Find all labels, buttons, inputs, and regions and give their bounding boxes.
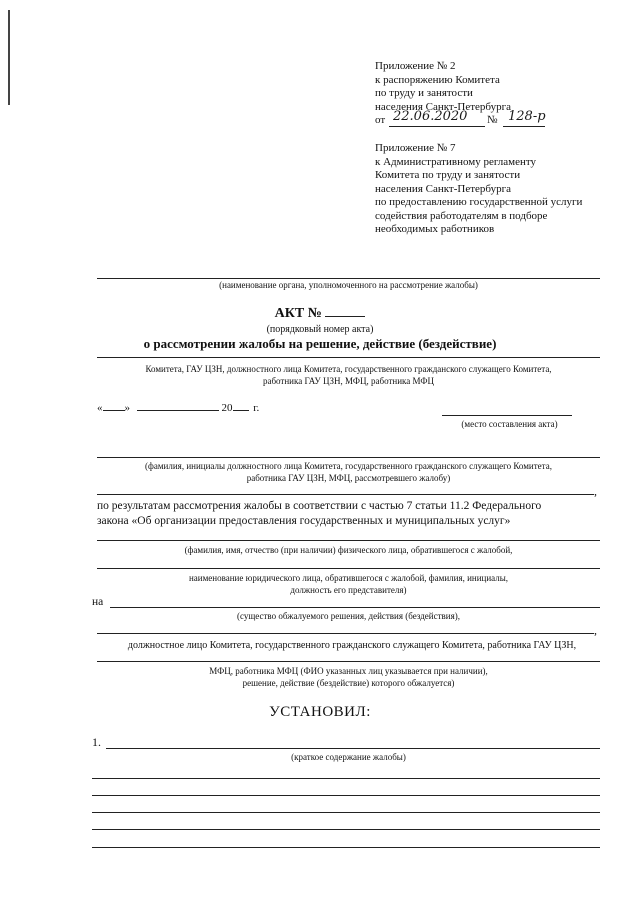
place-caption: (место составления акта) — [461, 419, 558, 429]
act-date-row — [97, 402, 259, 414]
subject-line — [97, 357, 600, 358]
organ-name-line — [97, 278, 600, 279]
essence-line-comma: , — [594, 623, 597, 637]
act-subtitle: о рассмотрении жалобы на решение, действие (бездействие) — [143, 336, 497, 351]
item-1-line — [106, 748, 600, 749]
date-prefix: от — [375, 114, 386, 126]
official-name-line — [97, 494, 594, 495]
official-line — [97, 457, 600, 458]
essence-caption: (существо обжалуемого решения, действия (бездействия), — [236, 611, 460, 621]
appendix-2-line: населения Санкт-Петербурга — [375, 100, 511, 113]
mfc-caption-2: решение, действие (бездействие) которого обжалуется) — [242, 678, 455, 688]
date-underline — [389, 126, 485, 127]
mfc-caption-1: МФЦ, работника МФЦ (ФИО указанных лиц указывается при наличии), — [209, 666, 488, 676]
appendix-7-line: необходимых работников — [375, 223, 495, 235]
mfc-line — [97, 661, 600, 662]
act-title-text: АКТ № — [274, 306, 322, 321]
results-text-1: по результатам рассмотрения жалобы в соответствии с частью 7 статьи 11.2 Федерального — [97, 500, 542, 512]
summary-line — [92, 795, 600, 796]
summary-line — [92, 847, 600, 848]
handwritten-date: 22.06.2020 — [393, 109, 468, 124]
subject-caption-1: Комитета, ГАУ ЦЗН, должностного лица Комитета, государственного гражданского служащего Комитета, — [145, 364, 552, 374]
scan-edge-mark — [8, 10, 10, 105]
act-number-caption: (порядковый номер акта) — [266, 324, 374, 335]
number-sign: № — [487, 114, 498, 126]
person-caption: (фамилия, имя, отчество (при наличии) физического лица, обратившегося с жалобой, — [184, 545, 513, 555]
appendix-7-line: по предоставлению государственной услуги — [375, 196, 583, 208]
month-blank — [137, 410, 219, 411]
summary-line — [92, 812, 600, 813]
place-line — [442, 415, 572, 416]
appendix-7-line: Комитета по труду и занятости — [375, 169, 521, 181]
year-blank — [233, 410, 249, 411]
date-close-quote: » — [124, 402, 130, 414]
item-number: 1. — [92, 735, 101, 749]
appendix-7-line: к Административному регламенту — [375, 155, 537, 168]
established-heading: УСТАНОВИЛ: — [269, 704, 371, 720]
legal-entity-line — [97, 568, 600, 569]
appendix-7-line: Приложение № 7 — [375, 142, 456, 154]
person-line — [97, 540, 600, 541]
essence-continuation-line — [97, 633, 594, 634]
on-label: на — [92, 596, 104, 608]
official-caption-1: (фамилия, инициалы должностного лица Комитета, государственного гражданского служащего Комитета, — [145, 461, 552, 471]
appendix-7-line: населения Санкт-Петербурга — [375, 182, 511, 195]
subject-caption-2: работника ГАУ ЦЗН, МФЦ, работника МФЦ — [262, 376, 435, 386]
number-underline — [503, 126, 545, 127]
year-prefix: 20 — [221, 402, 233, 414]
date-open-quote: « — [97, 402, 103, 414]
summary-line — [92, 829, 600, 830]
handwritten-number: 128-р — [508, 109, 546, 124]
appendix-2-block — [375, 60, 546, 129]
organ-caption: (наименование органа, уполномоченного на рассмотрение жалобы) — [219, 280, 478, 290]
act-title — [0, 306, 640, 322]
legal-caption-1: наименование юридического лица, обратившегося с жалобой, фамилия, инициалы, — [188, 573, 509, 583]
act-number-blank — [325, 316, 365, 317]
official-caption-2: работника ГАУ ЦЗН, МФЦ, рассмотревшего жалобу) — [246, 473, 451, 483]
results-text-2: закона «Об организации предоставления государственных и муниципальных услуг» — [97, 515, 511, 527]
appendix-7-block — [375, 142, 582, 237]
essence-line — [110, 607, 600, 608]
appendix-2-line: к распоряжению Комитета — [375, 73, 500, 86]
appendix-7-line: содействия работодателям в подборе — [375, 209, 548, 222]
legal-caption-2: должность его представителя) — [290, 585, 407, 595]
appendix-2-line: Приложение № 2 — [375, 60, 456, 72]
official-text: должностное лицо Комитета, государственного гражданского служащего Комитета, работника ГАУ ЦЗН, — [127, 640, 577, 651]
appendix-2-line: по труду и занятости — [375, 87, 473, 99]
summary-caption: (краткое содержание жалобы) — [291, 752, 406, 762]
day-blank — [103, 410, 125, 411]
year-suffix: г. — [253, 402, 260, 414]
summary-line — [92, 778, 600, 779]
appendix-2-date-row — [375, 109, 546, 129]
official-line-comma: , — [594, 484, 597, 498]
